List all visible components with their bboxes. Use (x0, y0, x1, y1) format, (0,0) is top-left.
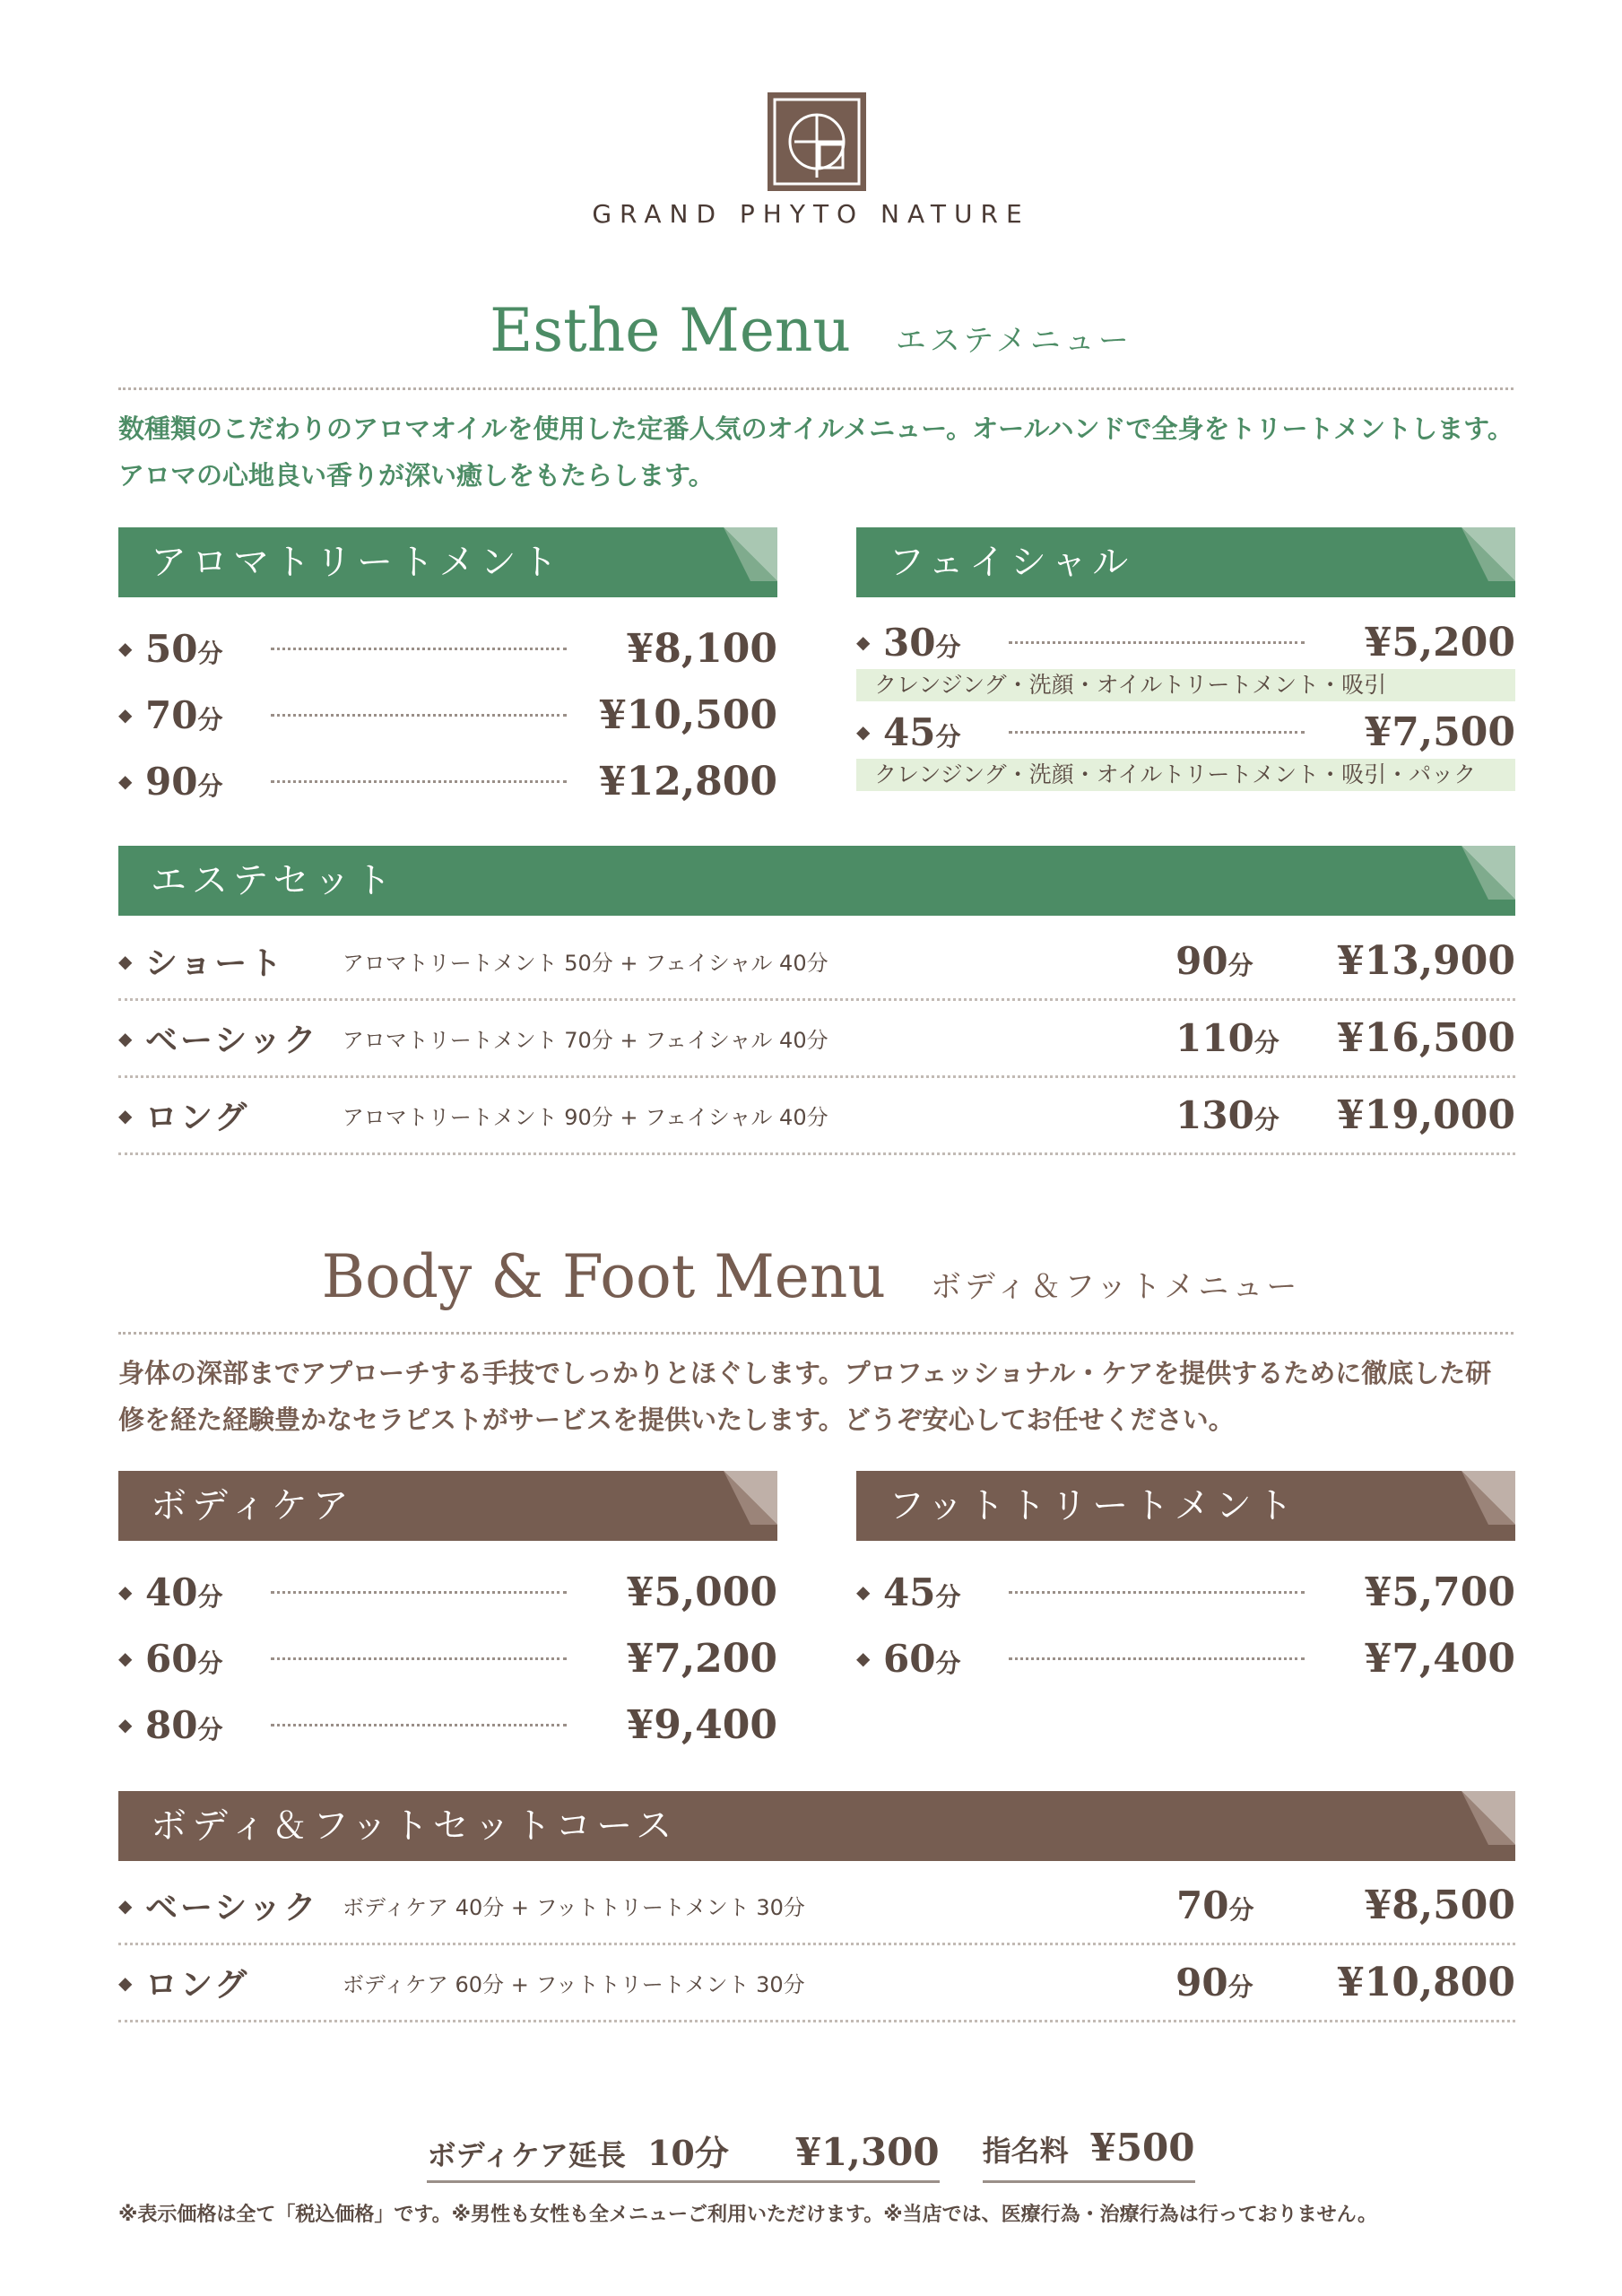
list-item (118, 615, 777, 682)
aroma-bar (118, 527, 777, 597)
price: ¥8,500 (1364, 1883, 1515, 1928)
table-row (118, 1001, 1515, 1078)
corner-fold-icon (724, 1471, 777, 1525)
unit: 分 (1228, 1895, 1254, 1925)
course-name: ロング (144, 1099, 250, 1136)
leader-dots (271, 1724, 567, 1726)
price: ¥5,000 (626, 1569, 777, 1615)
diamond-icon: ◆ (856, 1581, 871, 1603)
list-item (856, 1559, 1515, 1625)
course-desc: アロマトリートメント 90分 + フェイシャル 40分 (342, 1105, 828, 1130)
footnote: ※表示価格は全て「税込価格」です。※男性も女性も全メニューご利用いただけます。※当店では、医療行為・治療行為は行っておりません。 (118, 2204, 1377, 2226)
duration: 50 (145, 626, 198, 671)
brand-name: GRAND PHYTO NATURE (592, 199, 1030, 229)
price: ¥7,500 (1364, 709, 1515, 755)
list-item (856, 1625, 1515, 1692)
table-row (118, 924, 1515, 1001)
esthe-set-title: エステセット (151, 860, 397, 901)
diamond-icon: ◆ (118, 1581, 133, 1603)
leader-dots (1009, 1657, 1305, 1660)
list-item (118, 1559, 777, 1625)
esthe-intro: 数種類のこだわりのアロマオイルを使用した定番人気のオイルメニュー。オールハンドで全身をトリートメントします。アロマの心地良い香りが深い癒しをもたらします。 (118, 413, 1514, 491)
price: ¥5,200 (1364, 619, 1515, 665)
esthe-title-ja: エステメニュー (895, 323, 1132, 359)
price: ¥19,000 (1336, 1092, 1515, 1138)
unit: 分 (1227, 1972, 1253, 2002)
duration: 45 (883, 709, 936, 754)
diamond-icon: ◆ (118, 704, 133, 726)
leader-dots (271, 1657, 567, 1660)
extras-row (0, 2126, 1622, 2183)
duration: 90 (145, 759, 198, 804)
extension-time: 10分 (646, 2133, 729, 2173)
esthe-set-list (118, 924, 1515, 1155)
facial-title: フェイシャル (889, 542, 1134, 583)
diamond-icon: ◆ (118, 1894, 133, 1917)
corner-fold-icon (1462, 527, 1515, 581)
duration: 60 (145, 1636, 198, 1681)
list-item (118, 1625, 777, 1692)
unit: 分 (1253, 1105, 1279, 1135)
diamond-icon: ◆ (118, 1027, 133, 1049)
price: ¥13,900 (1336, 938, 1515, 984)
price: ¥7,200 (626, 1635, 777, 1682)
course-name: ショート (144, 944, 285, 982)
facial-note: クレンジング・洗顔・オイルトリートメント・吸引・パック (856, 759, 1515, 791)
table-row (118, 1945, 1515, 2022)
leader-dots (271, 648, 567, 650)
unit: 分 (935, 631, 961, 662)
list-item (118, 682, 777, 748)
diamond-icon: ◆ (118, 1104, 133, 1126)
course-time: 110 (1175, 1016, 1254, 1060)
duration: 80 (145, 1702, 198, 1747)
esthe-title-en: Esthe Menu (490, 296, 851, 365)
extension-fee (427, 2126, 939, 2183)
body-title-ja: ボディ＆フットメニュー (930, 1269, 1301, 1305)
divider (118, 1332, 1514, 1335)
duration: 40 (145, 1570, 198, 1614)
course-desc: ボディケア 40分 + フットトリートメント 30分 (343, 1895, 805, 1920)
list-item (856, 615, 1515, 669)
unit: 分 (197, 1581, 223, 1612)
esthe-set-bar (118, 846, 1515, 916)
facial-bar (856, 527, 1515, 597)
list-item (118, 748, 777, 814)
unit: 分 (935, 1581, 961, 1612)
unit: 分 (197, 1714, 223, 1744)
price: ¥16,500 (1336, 1015, 1515, 1061)
body-set-title: ボディ＆フットセットコース (151, 1805, 678, 1847)
duration: 45 (883, 1570, 936, 1614)
brand-logo (768, 92, 866, 191)
body-title-en: Body & Foot Menu (321, 1242, 886, 1311)
unit: 分 (197, 704, 223, 735)
corner-fold-icon (1462, 846, 1515, 900)
nomination-label: 指名料 (982, 2134, 1069, 2168)
corner-fold-icon (1462, 1471, 1515, 1525)
duration: 60 (883, 1636, 936, 1681)
extension-label: ボディケア延長 (427, 2138, 626, 2172)
unit: 分 (197, 638, 223, 668)
diamond-icon: ◆ (856, 721, 871, 743)
facial-note: クレンジング・洗顔・オイルトリートメント・吸引 (856, 669, 1515, 701)
duration: 30 (883, 620, 936, 665)
course-desc: ボディケア 60分 + フットトリートメント 30分 (342, 1972, 805, 1997)
price: ¥7,400 (1364, 1635, 1515, 1682)
unit: 分 (197, 1648, 223, 1678)
diamond-icon: ◆ (856, 631, 871, 653)
leader-dots (271, 714, 567, 717)
course-name: ベーシック (144, 1022, 319, 1059)
nomination-price: ¥500 (1089, 2126, 1195, 2170)
body-set-bar (118, 1791, 1515, 1861)
extension-price: ¥1,300 (794, 2130, 940, 2174)
leader-dots (1009, 731, 1305, 734)
foot-bar (856, 1471, 1515, 1541)
price: ¥5,700 (1364, 1569, 1515, 1615)
price: ¥10,500 (598, 691, 777, 738)
course-desc: アロマトリートメント 50分 + フェイシャル 40分 (342, 951, 828, 976)
course-desc: アロマトリートメント 70分 + フェイシャル 40分 (342, 1028, 828, 1053)
duration: 70 (145, 692, 198, 737)
price: ¥10,800 (1336, 1960, 1515, 2005)
corner-fold-icon (724, 527, 777, 581)
list-item (118, 1692, 777, 1758)
course-time: 90 (1175, 939, 1228, 983)
esthe-heading (0, 296, 1622, 365)
unit: 分 (197, 770, 223, 801)
diamond-icon: ◆ (856, 1648, 871, 1669)
price: ¥12,800 (598, 758, 777, 804)
facial-list (856, 615, 1515, 791)
leader-dots (1009, 641, 1305, 644)
list-item (856, 705, 1515, 759)
leader-dots (1009, 1591, 1305, 1594)
divider (118, 387, 1514, 390)
unit: 分 (935, 1648, 961, 1678)
foot-title: フットトリートメント (889, 1485, 1298, 1526)
aroma-list (118, 615, 777, 814)
diamond-icon: ◆ (118, 950, 133, 972)
diamond-icon: ◆ (118, 1648, 133, 1669)
course-name: ベーシック (145, 1889, 319, 1926)
course-time: 90 (1175, 1961, 1228, 2005)
bodycare-bar (118, 1471, 777, 1541)
price: ¥9,400 (626, 1701, 777, 1748)
nomination-fee (983, 2126, 1195, 2183)
diamond-icon: ◆ (118, 770, 133, 792)
course-time: 130 (1175, 1093, 1254, 1137)
table-row (118, 1078, 1515, 1155)
price: ¥8,100 (626, 625, 777, 672)
body-intro: 身体の深部までアプローチする手技でしっかりとほぐします。プロフェッショナル・ケアを提供するために徹底した研修を経た経験豊かなセラピストがサービスを提供いたします。どうぞ安心してお任せください。 (118, 1358, 1492, 1435)
bodycare-title: ボディケア (151, 1485, 354, 1526)
unit: 分 (1253, 1028, 1279, 1057)
diamond-icon: ◆ (118, 1971, 133, 1994)
diamond-icon: ◆ (118, 1714, 133, 1735)
bodycare-list (118, 1559, 777, 1758)
leader-dots (271, 780, 567, 783)
aroma-title: アロマトリートメント (151, 542, 563, 583)
leader-dots (271, 1591, 567, 1594)
foot-list (856, 1559, 1515, 1692)
course-name: ロング (144, 1966, 250, 2004)
body-heading (0, 1242, 1622, 1311)
diamond-icon: ◆ (118, 638, 133, 659)
body-set-list (118, 1868, 1515, 2022)
table-row (118, 1868, 1515, 1945)
course-time: 70 (1176, 1883, 1229, 1927)
unit: 分 (935, 721, 961, 752)
unit: 分 (1227, 951, 1253, 980)
corner-fold-icon (1462, 1791, 1515, 1845)
